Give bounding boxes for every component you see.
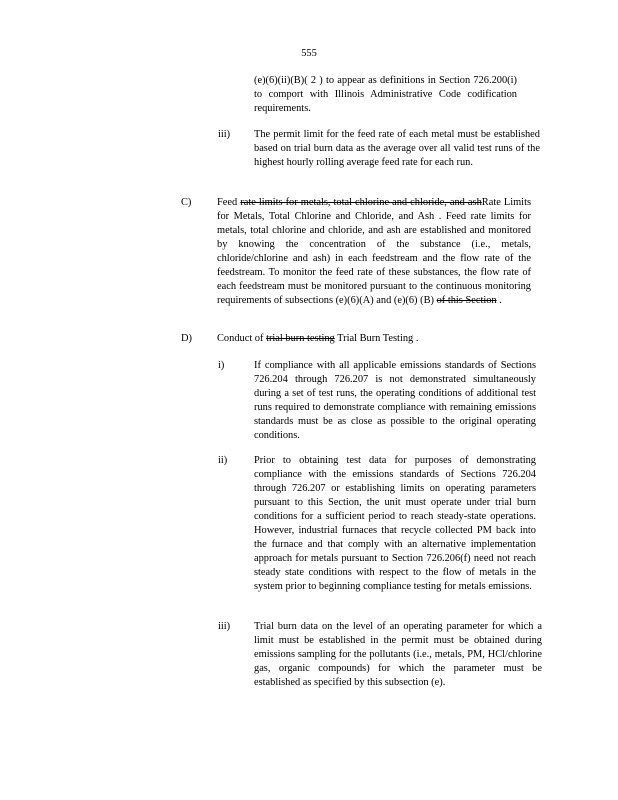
section-label-c: C) <box>181 197 192 208</box>
c-text-3: . <box>496 295 502 306</box>
page-number: 555 <box>301 48 317 59</box>
item-text-d-iii: Trial burn data on the level of an operating parameter for which a limit must be established in the permit must be obtained during emissions sampling for the pollutants (i.e., metals, PM, HCl/chlorine gas, organic compounds) for which the parameter must be established as specified by this subsection (e). <box>254 621 542 688</box>
c-text-1: Feed <box>217 197 241 208</box>
c-deleted-1: rate limits for metals, total chlorine and chloride, and ash <box>240 197 482 208</box>
c-deleted-2: of this Section <box>436 295 497 306</box>
item-text-d-i: If compliance with all applicable emissions standards of Sections 726.204 through 726.207 is not demonstrated simultaneously during a set of test runs, the operating conditions of additional test runs required to demonstrate compliance with remaining emissions standards must be as close as possible to the original operating conditions. <box>254 360 536 441</box>
d-text-2: Trial Burn Testing . <box>334 333 419 344</box>
continuation-paragraph: (e)(6)(ii)(B)( 2 ) to appear as definitions in Section 726.200(i) to comport with Illinois Administrative Code codification requirements. <box>254 75 517 114</box>
section-heading-d <box>217 332 531 346</box>
section-label-d: D) <box>181 333 192 344</box>
item-label-d-i: i) <box>218 360 225 371</box>
c-text-2: Rate Limits for Metals, Total Chlorine and Chloride, and Ash . Feed rate limits for metals, total chlorine and chloride, and ash are established and monitored by knowing the concentration of the substance (i.e., metals, chloride/chlorine and ash) in each feedstream and the flow rate of the feedstream. To monitor the feed rate of these substances, the flow rate of each feedstream must be monitored pursuant to the continuous monitoring requirements of subsections (e)(6)(A) and (e)(6) (B) <box>217 197 532 306</box>
d-text-1: Conduct of <box>217 333 267 344</box>
item-label-b-iii: iii) <box>218 129 231 140</box>
item-label-d-iii: iii) <box>218 621 231 632</box>
section-text-c <box>217 196 531 308</box>
d-deleted-1: trial burn testing <box>266 333 335 344</box>
item-text-d-ii: Prior to obtaining test data for purposes of demonstrating compliance with the emissions standards of Sections 726.204 through 726.207 or establishing limits on operating parameters pursuant to this Section, the unit must operate under trial burn conditions for a sufficient period to reach steady-state operations. However, industrial furnaces that recycle collected PM back into the furnace and that comply with an alternative implementation approach for metals pursuant to Section 726.206(f) need not reach steady state conditions with respect to the flow of metals in the system prior to beginning compliance testing for metals emissions. <box>254 455 536 592</box>
item-label-d-ii: ii) <box>218 455 228 466</box>
item-text-b-iii: The permit limit for the feed rate of each metal must be established based on trial burn data as the average over all valid test runs of the highest hourly rolling average feed rate for each run. <box>254 129 540 168</box>
